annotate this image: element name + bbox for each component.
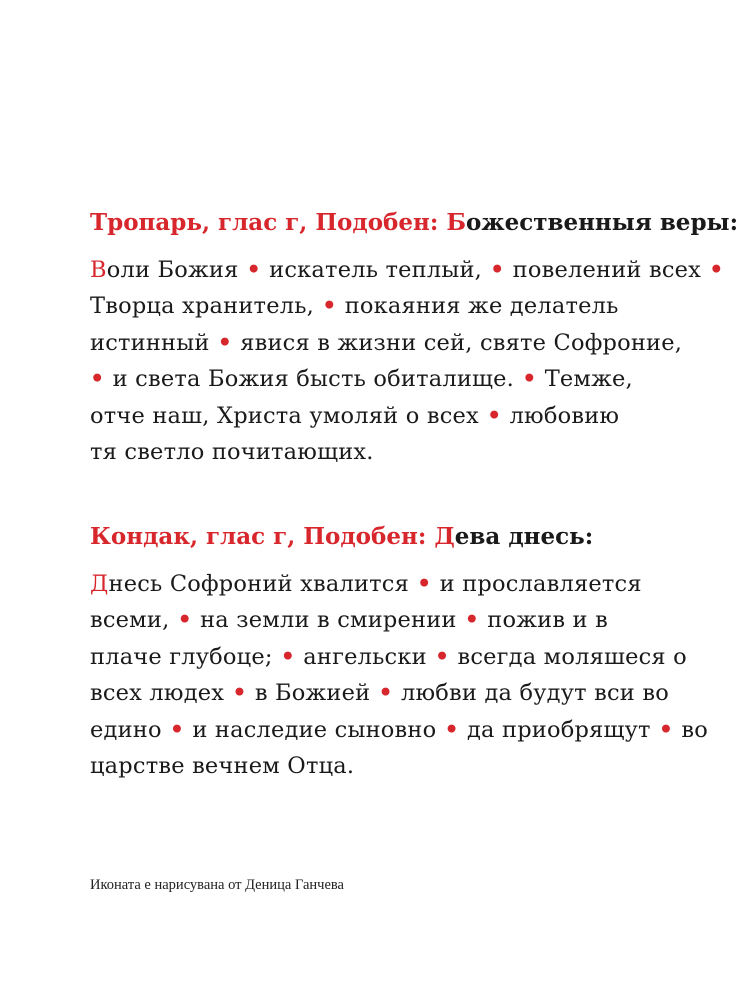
hymn-text: во <box>681 716 708 743</box>
hymn-text: царстве вечнем Отца. <box>90 753 355 780</box>
phrase-separator-dot: • <box>478 402 510 429</box>
troparion-heading-label: Тропарь, глас г, Подобен: <box>90 209 439 236</box>
hymn-text: истинный <box>90 329 210 356</box>
kontakion-incipit-initial: Д <box>434 523 455 550</box>
phrase-separator-dot: • <box>169 607 201 634</box>
phrase-separator-dot: • <box>161 716 193 743</box>
phrase-separator-dot: • <box>224 680 255 707</box>
hymn-text: отче наш, Христа умоляй о всех <box>90 402 479 429</box>
phrase-separator-dot: • <box>650 716 682 743</box>
phrase-separator-dot: • <box>238 257 270 283</box>
hymn-line <box>90 325 683 361</box>
hymn-text: несь Софроний хвалится <box>108 571 409 597</box>
troparion-heading <box>90 208 738 238</box>
phrase-separator-dot: • <box>482 257 513 283</box>
hymn-text: любви да будут вси во <box>401 680 669 707</box>
phrase-separator-dot: • <box>209 329 241 356</box>
hymn-line <box>90 398 650 434</box>
hymn-line <box>90 566 650 602</box>
hymn-line <box>90 361 650 397</box>
hymn-text: едино <box>90 716 162 743</box>
hymn-line <box>90 252 724 288</box>
hymn-text: всеми, <box>90 607 170 634</box>
hymn-text: ангельски <box>303 643 427 670</box>
phrase-separator-dot: • <box>408 571 440 597</box>
hymn-text: Темже, <box>544 366 633 393</box>
hymn-line <box>90 712 708 748</box>
phrase-separator-dot: • <box>701 257 724 283</box>
troparion-section <box>90 208 738 470</box>
troparion-incipit-text: ожественныя веры: <box>466 209 738 236</box>
kontakion-text <box>90 566 708 784</box>
hymn-text: тя светло почитающих. <box>90 439 374 466</box>
kontakion-section <box>90 522 708 784</box>
phrase-separator-dot: • <box>426 643 458 670</box>
hymn-text: всегда моляшеся о <box>457 643 687 670</box>
hymn-text: и света Божия бысть обиталище. <box>112 366 515 393</box>
phrase-separator-dot: • <box>272 643 304 670</box>
icon-credit: Иконата е нарисувана от Деница Ганчева <box>90 877 344 893</box>
hymn-text: в Божией <box>254 680 371 707</box>
drop-initial: В <box>90 257 107 283</box>
phrase-separator-dot: • <box>514 366 545 393</box>
hymn-text: явися в жизни сей, святе Софроние, <box>240 329 683 356</box>
hymn-text: повелений всех <box>512 257 702 283</box>
phrase-separator-dot: • <box>456 607 488 634</box>
hymn-text: да приобрящут <box>466 716 651 743</box>
hymn-text: любовию <box>509 402 620 429</box>
hymn-text: всех людех <box>90 680 225 707</box>
kontakion-heading <box>90 522 650 552</box>
hymn-text: покаяния же делатель <box>344 293 619 320</box>
troparion-incipit-initial: Б <box>446 209 467 236</box>
hymn-text: Творца хранитель, <box>90 293 315 320</box>
hymn-line <box>90 602 650 638</box>
hymn-line <box>90 748 650 784</box>
hymn-text: и наследие сыновно <box>192 716 437 743</box>
kontakion-heading-label: Кондак, глас г, Подобен: <box>90 523 427 550</box>
hymn-line <box>90 288 650 324</box>
phrase-separator-dot: • <box>90 366 113 393</box>
hymn-text: искатель теплый, <box>269 257 483 283</box>
hymn-text: оли Божия <box>106 257 239 283</box>
drop-initial: Д <box>90 571 109 597</box>
phrase-separator-dot: • <box>370 680 401 707</box>
phrase-separator-dot: • <box>436 716 467 743</box>
troparion-text <box>90 252 724 470</box>
hymn-text: на земли в смирении <box>200 607 457 634</box>
hymn-text: плаче глубоце; <box>90 643 273 670</box>
hymn-line <box>90 434 650 470</box>
hymn-line <box>90 639 687 675</box>
hymn-text: и прославляется <box>439 571 642 597</box>
hymn-line <box>90 675 669 711</box>
kontakion-incipit-text: ева днесь: <box>454 523 594 550</box>
phrase-separator-dot: • <box>314 293 345 320</box>
hymn-text: пожив и в <box>487 607 608 634</box>
